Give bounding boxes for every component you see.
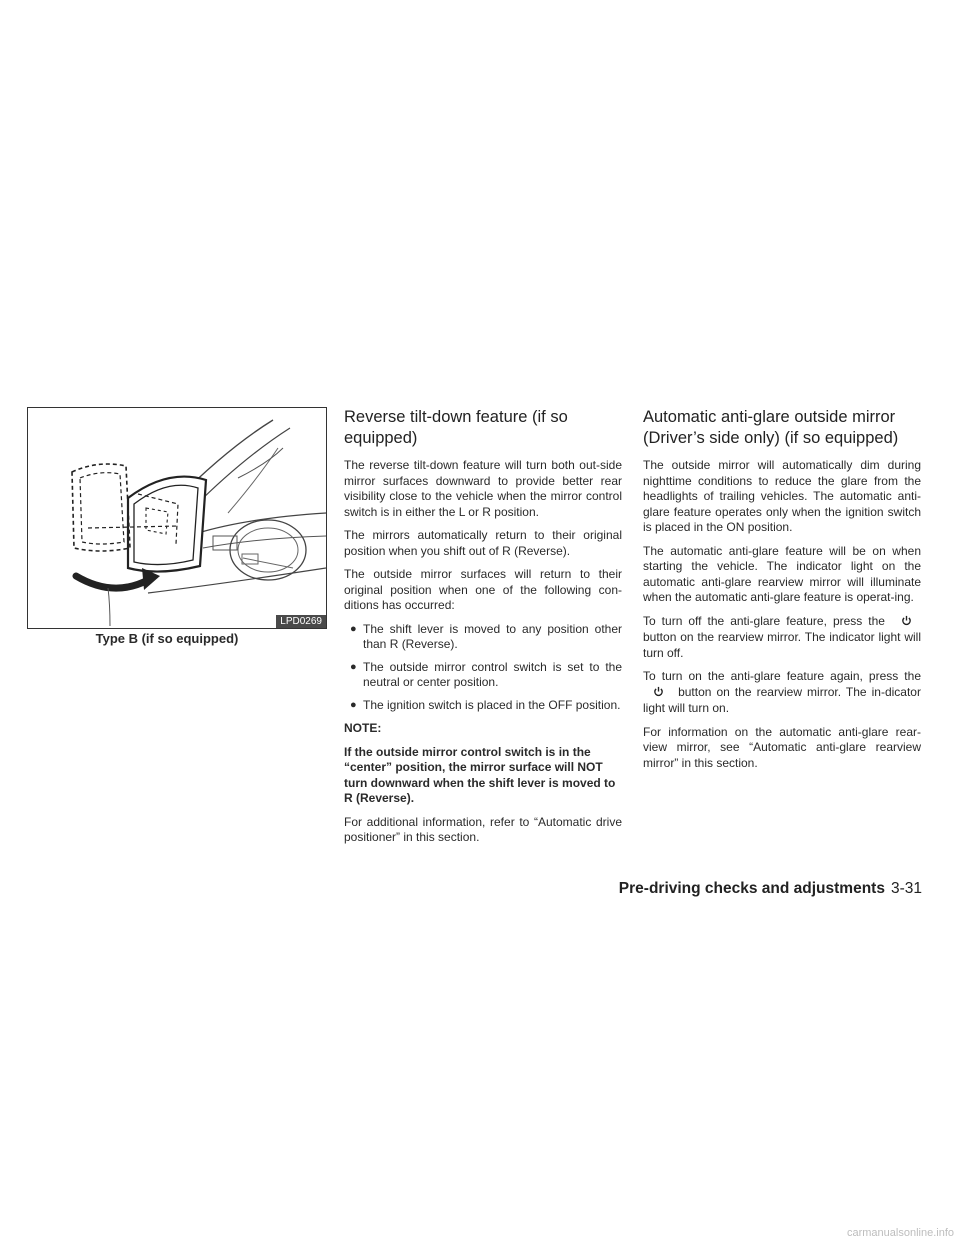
reverse-tilt-section (344, 407, 622, 854)
mirror-drawing (28, 408, 326, 628)
bullet-icon: ● (350, 660, 357, 673)
paragraph: The mirrors automatically return to their original position when you shift out of R (Reverse). (344, 528, 622, 558)
paragraph: The outside mirror surfaces will return to their original position when one of the following con-ditions has occurred: (344, 567, 622, 612)
list-item-text: The outside mirror control switch is set to the neutral or center position. (363, 659, 622, 689)
page-footer (596, 880, 922, 898)
list-item (344, 660, 622, 691)
text-run: To turn off the anti-glare feature, press the (643, 613, 885, 628)
paragraph (643, 669, 921, 717)
footer-section-title: Pre-driving checks and adjustments (618, 880, 885, 897)
section-heading: Automatic anti-glare outside mirror (Driver’s side only) (if so equipped) (643, 408, 899, 447)
text-run: button on the rearview mirror. The in-dicator light will turn on. (643, 684, 921, 715)
section-heading: Reverse tilt-down feature (if so equipped) (344, 408, 568, 447)
text-run: button on the rearview mirror. The indicator light will turn off. (643, 630, 921, 660)
figure-caption: Type B (if so equipped) (95, 631, 239, 646)
list-item-text: The shift lever is moved to any position other than R (Reverse). (363, 621, 622, 651)
page-number: 3-31 (890, 880, 922, 897)
list-item (344, 698, 622, 714)
list-item-text: The ignition switch is placed in the OFF position. (363, 697, 621, 712)
text-run: To turn on the anti-glare feature again, press the (643, 669, 921, 683)
paragraph: For additional information, refer to “Automatic drive positioner” in this section. (344, 814, 622, 844)
list-item (344, 622, 622, 653)
paragraph: The reverse tilt-down feature will turn both out-side mirror surfaces downward to provide better rear visibility close to the vehicle when the mirror control switch is in either the L or R position. (344, 458, 622, 519)
paragraph: For information on the automatic anti-glare rear-view mirror, see “Automatic anti-glare rearview mirror” in this section. (643, 724, 921, 770)
bullet-icon: ● (350, 622, 357, 635)
anti-glare-section (643, 407, 921, 779)
mirror-illustration (27, 407, 327, 629)
paragraph: The automatic anti-glare feature will be on when starting the vehicle. The indicator light on the automatic anti-glare rearview mirror will illuminate when the automatic anti-glare feature is operat-ing. (643, 543, 921, 604)
power-button-icon (643, 686, 673, 702)
watermark: carmanualsonline.info (846, 1227, 954, 1239)
figure-code: LPD0269 (276, 615, 326, 628)
bullet-icon: ● (350, 698, 357, 711)
paragraph: The outside mirror will automatically dim during nighttime conditions to reduce the glare from the headlights of trailing vehicles. The automatic anti-glare feature operates only when the ignition switch is placed in the ON position. (643, 458, 921, 534)
paragraph (643, 614, 921, 662)
power-button-icon (891, 615, 921, 631)
condition-list (344, 622, 622, 714)
note-text: If the outside mirror control switch is in the “center” position, the mirror surface will NOT turn downward when the shift lever is moved to R (Reverse). (344, 744, 616, 805)
note-label: NOTE: (344, 721, 382, 735)
